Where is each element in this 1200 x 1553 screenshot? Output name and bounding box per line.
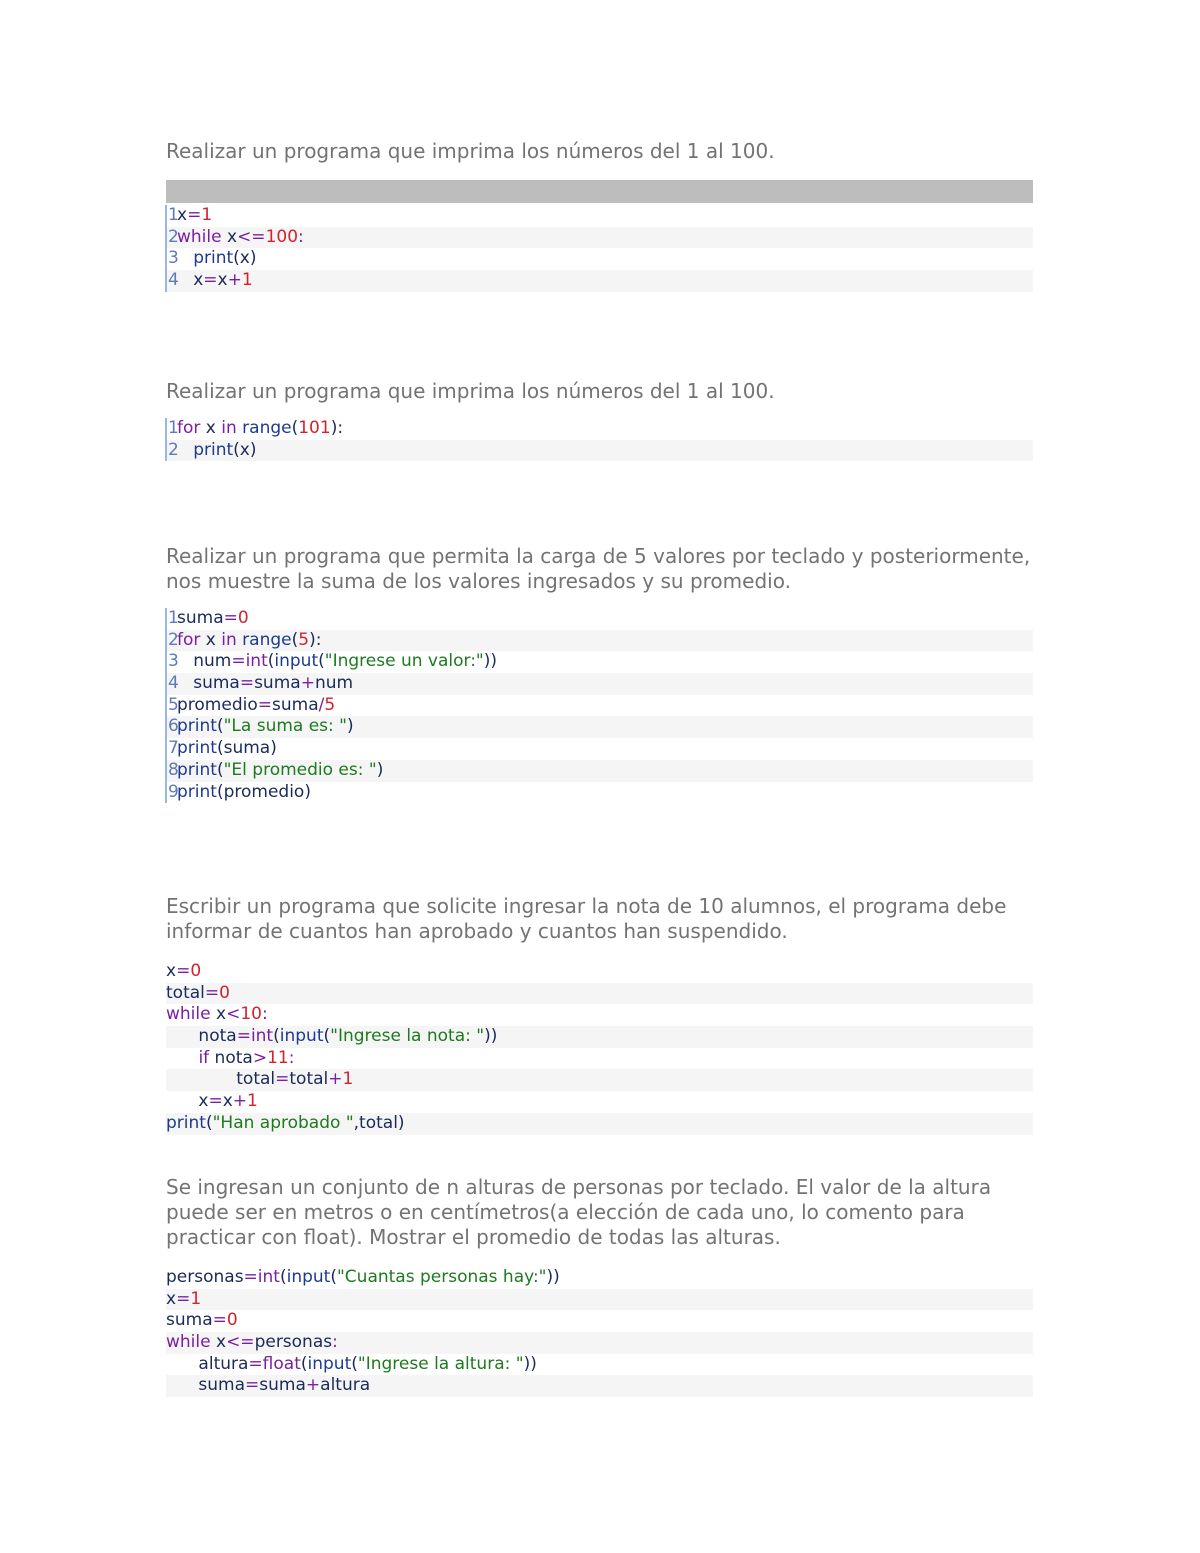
- code-token: for: [177, 418, 201, 438]
- code-token: =: [243, 1267, 258, 1287]
- line-number: 8: [165, 760, 177, 782]
- code-block-5: [166, 1267, 1033, 1397]
- code-line: [166, 1026, 1033, 1048]
- code-token: :: [332, 1332, 338, 1353]
- code-token: [177, 248, 193, 268]
- code-token: =: [236, 1026, 251, 1047]
- code-token: 11: [267, 1047, 289, 1068]
- line-number: 2: [165, 630, 177, 652]
- code-token: x: [221, 226, 238, 247]
- code-line: [166, 1289, 1033, 1311]
- code-token: ):: [330, 418, 344, 438]
- code-token: <: [226, 1004, 241, 1025]
- code-block-header: [166, 180, 1033, 203]
- code-token: 0: [190, 961, 202, 981]
- line-number: 4: [165, 673, 177, 695]
- code-line: [166, 1113, 1033, 1135]
- code-token: 1: [201, 205, 213, 225]
- code-token: int: [257, 1267, 280, 1287]
- code-token: x: [166, 1288, 177, 1309]
- code-token: =: [176, 961, 191, 981]
- code-token: =: [204, 982, 220, 1003]
- code-token: )): [546, 1267, 560, 1287]
- code-token: +: [232, 1091, 248, 1112]
- code-token: =: [187, 205, 202, 225]
- code-token: while: [177, 226, 222, 247]
- code-token: <=: [237, 226, 266, 247]
- code-token: 0: [219, 982, 230, 1003]
- code-token: 5: [298, 629, 310, 650]
- code-token: print: [193, 439, 234, 460]
- code-token: [177, 440, 193, 460]
- code-line: [166, 695, 1033, 717]
- code-line: [166, 1004, 1033, 1026]
- code-token: :: [298, 226, 304, 247]
- code-token: suma: [272, 694, 319, 715]
- code-token: =: [203, 270, 218, 291]
- prompt-3: Realizar un programa que permita la carga de 5 valores por teclado y posteriormente, nos muestre la suma de los valores ingresados y su promedio.: [166, 544, 1031, 593]
- prompt-4: Escribir un programa que solicite ingresar la nota de 10 alumnos, el programa debe informar de cuantos han aprobado y cuantos han suspendido.: [166, 894, 1007, 943]
- code-token: (: [205, 1112, 213, 1133]
- code-token: total: [166, 1069, 276, 1090]
- code-block-1: [166, 180, 1033, 292]
- prompt-5: Se ingresan un conjunto de n alturas de personas por teclado. El valor de la altura puede ser en metros o en centímetros(a elección de cada uno, lo comento para practicar con float). Mostrar el promedio de todas las alturas.: [166, 1175, 992, 1249]
- code-token: (: [279, 1267, 287, 1287]
- code-token: (x): [233, 248, 257, 269]
- code-token: ): [347, 716, 354, 737]
- code-token: (: [267, 651, 275, 672]
- code-token: int: [245, 651, 268, 672]
- code-line: [166, 1091, 1033, 1113]
- code-token: num: [314, 673, 354, 694]
- code-line: [166, 1310, 1033, 1332]
- line-number: 9: [165, 782, 177, 804]
- code-token: :: [288, 1047, 295, 1068]
- code-token: =: [231, 651, 246, 672]
- code-token: (: [318, 651, 325, 672]
- code-token: suma: [166, 1375, 246, 1396]
- code-token: [166, 1048, 198, 1068]
- code-token: print: [166, 1112, 206, 1133]
- code-token: 1: [190, 1288, 202, 1309]
- code-line: [166, 630, 1033, 652]
- code-token: x: [210, 1004, 227, 1025]
- code-token: 1: [241, 270, 253, 291]
- code-line: [166, 270, 1033, 292]
- code-token: 1: [342, 1069, 354, 1090]
- code-token: altura: [166, 1353, 249, 1374]
- prompt-2: Realizar un programa que imprima los números del 1 al 100.: [166, 379, 775, 403]
- code-token: in: [221, 629, 237, 650]
- code-token: while: [166, 1004, 211, 1025]
- code-token: x: [200, 629, 222, 650]
- code-token: promedio: [177, 694, 258, 715]
- code-token: suma: [166, 1310, 213, 1331]
- code-token: =: [257, 694, 272, 715]
- code-token: ):: [309, 629, 322, 650]
- code-token: suma: [259, 1375, 306, 1396]
- code-line: [166, 651, 1033, 673]
- code-token: print: [177, 781, 217, 802]
- code-line: [166, 608, 1033, 630]
- code-token: "Han aprobado ": [212, 1112, 354, 1133]
- code-token: altura: [320, 1375, 371, 1396]
- code-token: (: [291, 418, 299, 438]
- code-token: x: [166, 961, 177, 981]
- code-token: =: [248, 1353, 263, 1374]
- code-token: +: [300, 673, 315, 694]
- code-token: <=: [226, 1332, 255, 1353]
- code-token: /: [318, 694, 325, 715]
- code-token: suma: [177, 608, 224, 628]
- code-line: [166, 716, 1033, 738]
- code-token: "Ingrese un valor:": [324, 651, 484, 672]
- code-token: x: [177, 270, 204, 291]
- code-block-2: [166, 418, 1033, 461]
- code-token: in: [221, 418, 237, 438]
- code-token: (suma): [216, 738, 277, 759]
- code-token: )): [523, 1353, 537, 1374]
- code-token: =: [176, 1288, 191, 1309]
- line-number: 1: [165, 608, 177, 630]
- code-token: =: [208, 1091, 223, 1112]
- code-token: x: [217, 270, 228, 291]
- line-number: 2: [165, 440, 177, 462]
- code-token: 1: [247, 1091, 258, 1112]
- code-token: personas: [166, 1267, 244, 1287]
- code-token: 101: [298, 418, 331, 438]
- code-token: input: [274, 651, 319, 672]
- code-line: [166, 227, 1033, 249]
- code-token: print: [177, 759, 217, 780]
- code-token: +: [305, 1375, 321, 1396]
- code-line: [166, 248, 1033, 270]
- code-token: suma: [177, 673, 240, 694]
- code-line: [166, 1267, 1033, 1289]
- code-token: +: [328, 1069, 343, 1090]
- code-token: +: [227, 270, 242, 291]
- code-token: num: [177, 651, 232, 672]
- line-number: 2: [165, 227, 177, 249]
- code-token: =: [212, 1310, 227, 1331]
- code-token: range: [242, 629, 292, 650]
- code-token: total: [289, 1069, 329, 1090]
- code-token: int: [250, 1026, 274, 1047]
- code-token: nota: [209, 1047, 253, 1068]
- code-line: [166, 440, 1033, 462]
- line-number: 6: [165, 716, 177, 738]
- code-token: (: [330, 1267, 337, 1287]
- code-token: input: [286, 1267, 331, 1287]
- code-token: )): [484, 1026, 498, 1047]
- line-number: 1: [165, 205, 177, 227]
- code-token: for: [177, 629, 201, 650]
- code-token: (: [323, 1026, 331, 1047]
- code-token: >: [252, 1047, 268, 1068]
- code-token: x: [166, 1091, 209, 1112]
- line-number: 5: [165, 695, 177, 717]
- code-token: =: [275, 1069, 290, 1090]
- code-line: [166, 205, 1033, 227]
- code-token: x: [222, 1091, 233, 1112]
- code-line: [166, 1354, 1033, 1376]
- code-token: (promedio): [216, 781, 311, 802]
- code-token: float: [262, 1353, 301, 1374]
- code-token: "El promedio es: ": [223, 759, 377, 780]
- code-token: =: [239, 673, 255, 694]
- code-token: input: [307, 1353, 352, 1374]
- code-token: (x): [233, 439, 257, 460]
- code-block-4: [166, 961, 1033, 1135]
- code-token: ,total): [353, 1112, 405, 1133]
- line-number: 4: [165, 270, 177, 292]
- code-token: "Ingrese la altura: ": [357, 1353, 524, 1374]
- code-token: x: [177, 205, 188, 225]
- code-token: 5: [324, 694, 336, 715]
- code-token: range: [242, 418, 292, 438]
- code-token: while: [166, 1332, 211, 1353]
- code-token: ): [376, 759, 384, 780]
- code-token: (: [300, 1353, 308, 1374]
- code-token: print: [177, 738, 217, 759]
- code-token: (: [216, 759, 224, 780]
- code-line: [166, 1375, 1033, 1397]
- code-token: 0: [226, 1310, 238, 1331]
- code-token: =: [245, 1375, 260, 1396]
- code-line: [166, 961, 1033, 983]
- code-block-3: [166, 608, 1033, 803]
- code-token: "Cuantas personas hay:": [336, 1267, 547, 1287]
- code-line: [166, 1048, 1033, 1070]
- code-token: (: [273, 1026, 280, 1047]
- code-line: [166, 1332, 1033, 1354]
- line-number: 3: [165, 651, 177, 673]
- code-token: (: [216, 716, 224, 737]
- code-token: "La suma es: ": [223, 716, 347, 737]
- code-token: =: [223, 608, 238, 628]
- code-token: input: [279, 1026, 324, 1047]
- line-number: 1: [165, 418, 177, 440]
- code-token: personas: [254, 1332, 333, 1353]
- code-token: :: [261, 1004, 268, 1025]
- code-token: (: [291, 629, 299, 650]
- code-token: if: [198, 1047, 210, 1068]
- line-number: 3: [165, 248, 177, 270]
- code-token: x: [210, 1332, 227, 1353]
- code-line: [166, 418, 1033, 440]
- code-token: nota: [166, 1026, 237, 1047]
- line-number: 7: [165, 738, 177, 760]
- code-line: [166, 760, 1033, 782]
- code-token: print: [193, 248, 234, 269]
- code-token: 10: [240, 1004, 262, 1025]
- code-token: "Ingrese la nota: ": [330, 1026, 485, 1047]
- code-line: [166, 983, 1033, 1005]
- code-line: [166, 673, 1033, 695]
- code-token: )): [483, 651, 498, 672]
- code-token: x: [200, 418, 222, 438]
- code-token: 100: [265, 226, 299, 247]
- code-token: (: [351, 1353, 358, 1374]
- code-token: 0: [237, 608, 249, 628]
- prompt-1: Realizar un programa que imprima los números del 1 al 100.: [166, 139, 775, 163]
- code-token: print: [177, 716, 217, 737]
- code-token: suma: [254, 673, 301, 694]
- code-token: total: [166, 982, 205, 1003]
- code-line: [166, 1069, 1033, 1091]
- code-line: [166, 738, 1033, 760]
- code-line: [166, 782, 1033, 804]
